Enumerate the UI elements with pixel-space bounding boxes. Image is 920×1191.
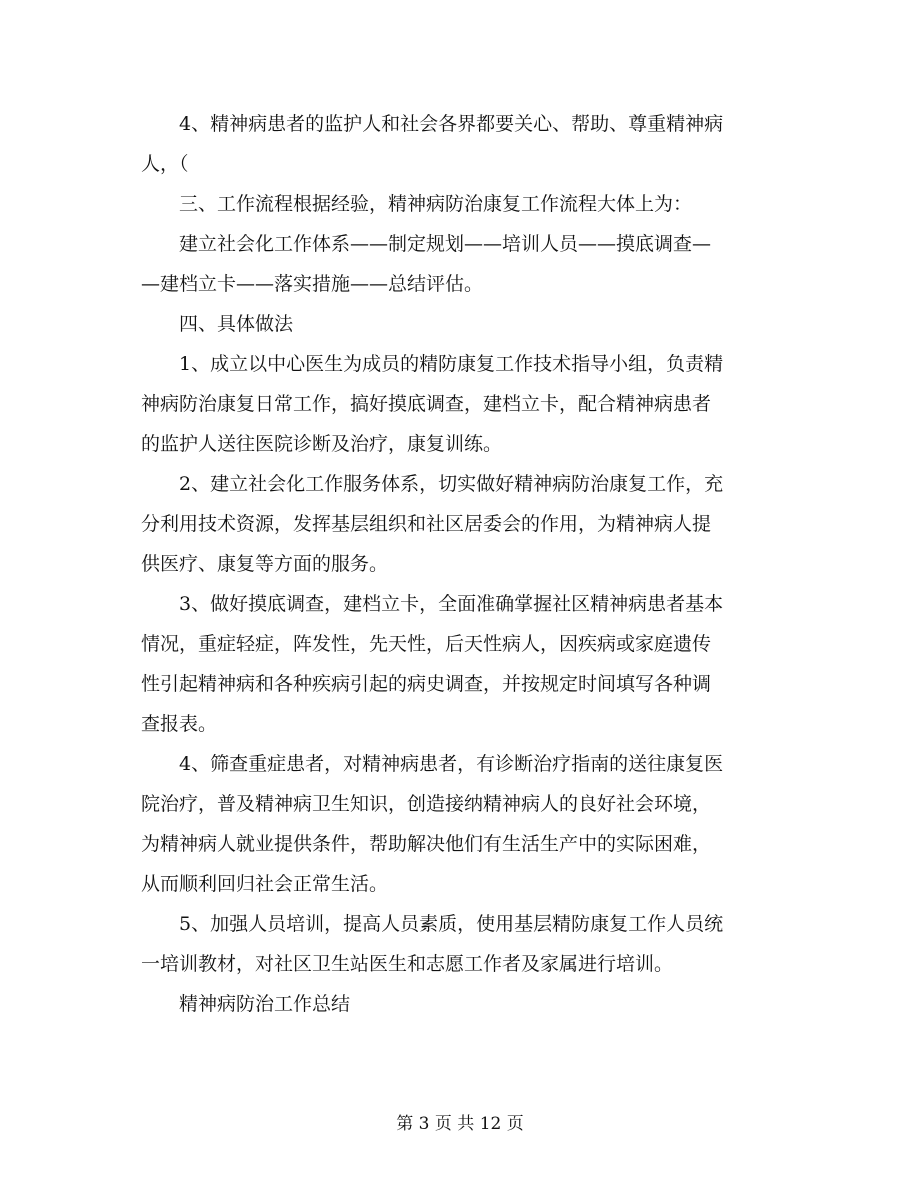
paragraph-line: 人，（ — [141, 153, 189, 175]
page-number-footer: 第 3 页 共 12 页 — [396, 1114, 524, 1134]
paragraph-line: 4、筛查重症患者，对精神病患者，有诊断治疗指南的送往康复医 — [179, 753, 724, 775]
section-heading: 四、具体做法 — [179, 313, 294, 335]
paragraph-line: 供医疗、康复等方面的服务。 — [141, 553, 389, 575]
section-heading: 三、工作流程根据经验，精神病防治康复工作流程大体上为： — [179, 193, 693, 215]
paragraph-line: 5、加强人员培训，提高人员素质，使用基层精防康复工作人员统 — [179, 913, 724, 935]
paragraph-line: 4、精神病患者的监护人和社会各界都要关心、帮助、尊重精神病 — [179, 113, 724, 135]
paragraph-line: 神病防治康复日常工作，搞好摸底调查，建档立卡，配合精神病患者 — [141, 393, 712, 415]
document-title-line: 精神病防治工作总结 — [179, 993, 351, 1015]
paragraph-line: 1、成立以中心医生为成员的精防康复工作技术指导小组，负责精 — [179, 353, 724, 375]
document-body — [141, 104, 781, 1024]
paragraph-line: 分利用技术资源，发挥基层组织和社区居委会的作用，为精神病人提 — [141, 513, 712, 535]
paragraph-line: 院治疗，普及精神病卫生知识，创造接纳精神病人的良好社会环境， — [141, 793, 712, 815]
paragraph-line: 的监护人送往医院诊断及治疗，康复训练。 — [141, 433, 503, 455]
paragraph-line: 一培训教材，对社区卫生站医生和志愿工作者及家属进行培训。 — [141, 953, 674, 975]
paragraph-line: 查报表。 — [141, 713, 218, 735]
paragraph-line: 从而顺利回归社会正常生活。 — [141, 873, 389, 895]
paragraph-line: 2、建立社会化工作服务体系，切实做好精神病防治康复工作，充 — [179, 473, 724, 495]
paragraph-line: 为精神病人就业提供条件，帮助解决他们有生活生产中的实际困难， — [141, 833, 712, 855]
paragraph-line: 性引起精神病和各种疾病引起的病史调查，并按规定时间填写各种调 — [141, 673, 712, 695]
paragraph-line: 情况，重症轻症，阵发性，先天性，后天性病人，因疾病或家庭遗传 — [141, 633, 712, 655]
paragraph-line: 3、做好摸底调查，建档立卡，全面准确掌握社区精神病患者基本 — [179, 593, 724, 615]
paragraph-line: 建立社会化工作体系——制定规划——培训人员——摸底调查— — [179, 233, 712, 255]
paragraph-line: —建档立卡——落实措施——总结评估。 — [141, 273, 484, 295]
